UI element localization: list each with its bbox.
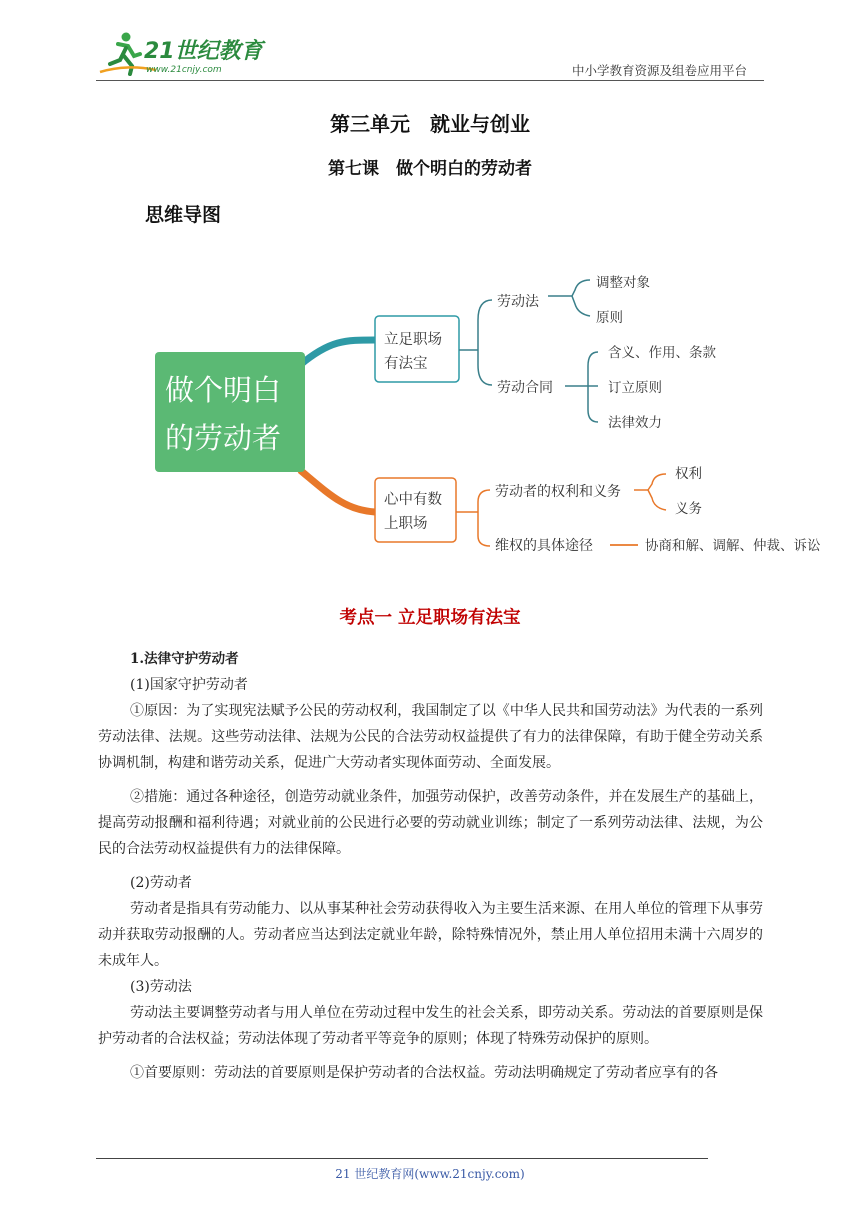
subheading-labor-law: (3)劳动法 [130,979,192,995]
leaf-rights: 权利 [675,466,702,482]
leaf-ways: 协商和解、调解、仲裁、诉讼 [645,538,821,554]
branch1-line2: 有法宝 [384,356,428,372]
unit-title: 第三单元 就业与创业 [330,112,530,136]
bracket-b1 [478,300,492,385]
footer-divider [96,1158,708,1159]
paragraph-first-principle: ①首要原则：劳动法的首要原则是保护劳动者的合法权益。劳动法明确规定了劳动者应享有的各 [130,1065,718,1081]
leaf-contract-meaning: 含义、作用、条款 [608,345,716,361]
leaf-contract-effect: 法律效力 [608,415,662,431]
root-line2: 的劳动者 [165,421,282,455]
bracket-rights [648,474,666,510]
lesson-title: 第七课 做个明白的劳动者 [328,159,532,179]
section-title: 考点一 立足职场有法宝 [339,608,521,628]
footer-text: 21 世纪教育网(www.21cnjy.com) [335,1167,525,1181]
bracket-contract [588,352,598,422]
branch2-line1: 心中有数 [384,492,442,508]
node-labor-law: 劳动法 [497,294,539,310]
node-rights-protection: 维权的具体途径 [495,538,593,554]
leaf-contract-principle: 订立原则 [608,380,662,396]
branch1-line1: 立足职场 [384,332,442,348]
mind-map-heading: 思维导图 [145,204,222,226]
node-labor-contract: 劳动合同 [497,380,553,396]
header-divider [96,80,764,81]
platform-label: 中小学教育资源及组卷应用平台 [572,63,748,78]
branch-node-2 [375,478,456,542]
paragraph-laborer: 劳动者是指具有劳动能力、以从事某种社会劳动获得收入为主要生活来源、在用人单位的管理下从事劳动并获取劳动报酬的人。劳动者应当达到法定就业年龄，除特殊情况外，禁止用人单位招用未满十六周岁的未成年人。 [98,901,763,969]
node-rights-duties: 劳动者的权利和义务 [495,484,621,500]
bracket-b2 [478,490,490,546]
site-logo [96,28,266,80]
leaf-duties: 义务 [675,501,702,517]
leaf-adjust-object: 调整对象 [596,275,650,291]
subheading-laborer: (2)劳动者 [130,875,192,891]
leaf-principle: 原则 [596,310,623,326]
bracket-law [572,280,590,316]
heading-law-protects: 1.法律守护劳动者 [130,651,239,667]
logo-text: 21世纪教育 [144,39,263,64]
branch-node-1 [375,316,459,382]
subheading-state-protects: (1)国家守护劳动者 [130,677,248,693]
connector-root-branch2 [300,470,375,512]
logo-url: www.21cnjy.com [146,65,222,75]
paragraph-labor-law: 劳动法主要调整劳动者与用人单位在劳动过程中发生的社会关系，即劳动关系。劳动法的首要原则是保护劳动者的合法权益；劳动法体现了劳动者平等竞争的原则；体现了特殊劳动保护的原则。 [98,1005,763,1047]
content-body [98,646,763,1086]
mind-map [0,240,860,570]
branch2-line2: 上职场 [384,516,428,532]
paragraph-reason: ①原因：为了实现宪法赋予公民的劳动权利，我国制定了以《中华人民共和国劳动法》为代表的一系列劳动法律、法规。这些劳动法律、法规为公民的合法劳动权益提供了有力的法律保障，有助于健全劳动关系协调机制，构建和谐劳动关系，促进广大劳动者实现体面劳动、全面发展。 [98,703,763,771]
connector-root-branch1 [300,340,375,365]
root-line1: 做个明白 [165,373,282,407]
paragraph-measures: ②措施：通过各种途径，创造劳动就业条件，加强劳动保护，改善劳动条件，并在发展生产的基础上，提高劳动报酬和福利待遇；对就业前的公民进行必要的劳动就业训练；制定了一系列劳动法律、法规，为公民的合法劳动权益提供有力的法律保障。 [98,789,763,857]
